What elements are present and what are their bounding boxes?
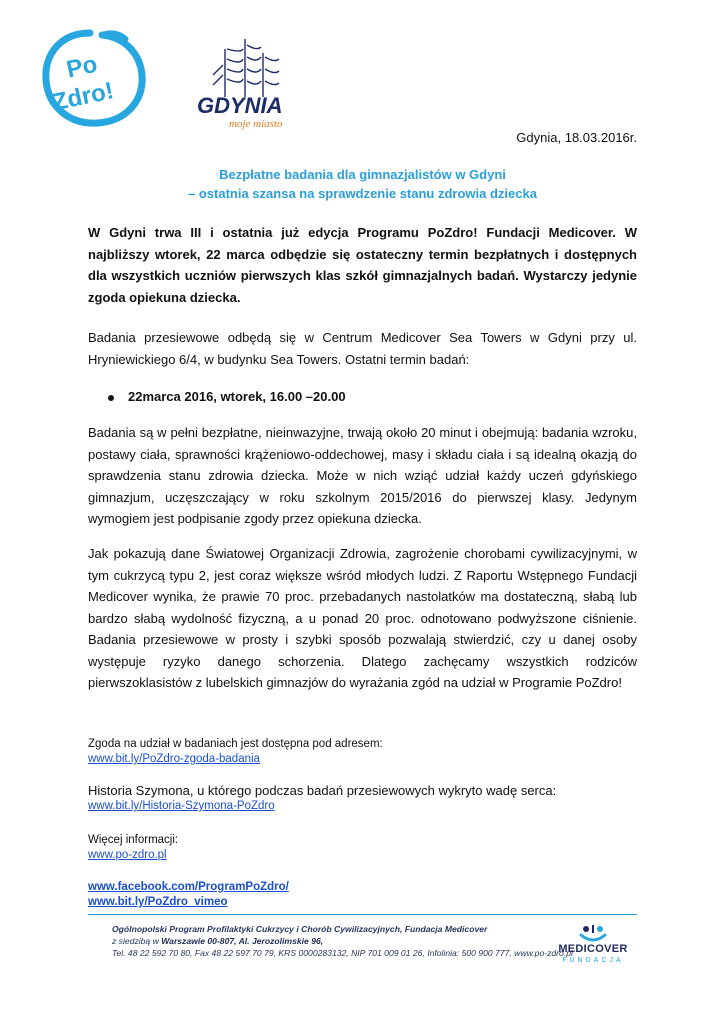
gdynia-logo-tagline: moje miasto <box>229 118 283 130</box>
document-title <box>88 165 637 203</box>
consent-label: Zgoda na udział w badaniach jest dostępna pod adresem: <box>88 738 383 750</box>
paragraph-details: Badania są w pełni bezpłatne, nieinwazyjne, trwają około 20 minut i obejmują: badania wzroku, postawy ciała, sprawności krążeniowo-oddechowej, masy i składu ciała i są idealną okazją do sprawdzenia stanu zdrowia dziecka. Może w nich wziąć udział każdy uczeń gdyńskiego gimnazjum, uczęszczający w roku szkolnym 2015/2016 do pierwszej klasy. Jedynym wymogiem jest podpisanie zgody przez opiekuna dziecka. <box>88 425 637 526</box>
title-line-1: Bezpłatne badania dla gimnazjalistów w Gdyni <box>219 167 506 182</box>
gdynia-logo-text: GDYNIA <box>197 93 283 118</box>
pozdro-logo-text-zdro: Zdro! <box>50 77 117 117</box>
consent-link[interactable]: www.bit.ly/PoZdro-zgoda-badania <box>88 753 260 765</box>
footer-divider <box>88 914 637 915</box>
pozdro-logo-text-po: Po <box>64 50 100 84</box>
document-date: Gdynia, 18.03.2016r. <box>516 130 637 145</box>
footer-line-3: Tel. 48 22 592 70 80, Fax 48 22 597 70 79, KRS 0000283132, NIP 701 009 01 26, Infolinia: 500 900 777, www.po-zdro.pl <box>112 948 573 958</box>
paragraph-who-data: Jak pokazują dane Światowej Organizacji Zdrowia, zagrożenie chorobami cywilizacyjnymi, w tym cukrzycą typu 2, jest coraz większe wśród młodych ludzi. Z Raportu Wstępnego Fundacji Medicover wynika, że prawie 70 proc. przebadanych nastolatków ma dostateczną, słabą lub bardzo słabą wydolność fizyczną, a u ponad 20 proc. odnotowano podwyższone ciśnienie. Badania przesiewowe w prosty i szybki sposób pozwalają stwierdzić, czy u danej osoby występuje ryzyko danego schorzenia. Dlatego zachęcamy wszystkich rodziców pierwszoklasistów z lubelskich gimnazjów do wyrażania zgód na udział w Programie PoZdro! <box>88 546 637 690</box>
gdynia-logo <box>175 35 305 130</box>
bullet-date-item <box>108 389 346 404</box>
facebook-link[interactable]: www.facebook.com/ProgramPoZdro/ <box>88 881 289 893</box>
consent-block <box>88 737 383 767</box>
medicover-brand-sub: FUNDACJA <box>562 957 624 964</box>
footer-line-2 <box>112 935 573 947</box>
more-info-link[interactable]: www.po-zdro.pl <box>88 849 167 861</box>
more-info-label: Więcej informacji: <box>88 834 179 846</box>
vimeo-link[interactable]: www.bit.ly/PoZdro_vimeo <box>88 896 228 908</box>
medicover-brand: MEDICOVER <box>558 943 628 955</box>
paragraph-location: Badania przesiewowe odbędą się w Centrum Medicover Sea Towers w Gdyni przy ul. Hryniewickiego 6/4, w budynku Sea Towers. Ostatni termin badań: <box>88 330 637 367</box>
footer-line-1: Ogólnopolski Program Profilaktyki Cukrzycy i Chorób Cywilizacyjnych, Fundacja Medicover <box>112 924 488 934</box>
bullet-dot-icon <box>108 395 114 401</box>
bullet-text: 22marca 2016, wtorek, 16.00 –20.00 <box>128 389 346 404</box>
title-line-2: – ostatnia szansa na sprawdzenie stanu zdrowia dziecka <box>188 186 537 201</box>
header-logos <box>40 25 300 130</box>
story-link[interactable]: www.bit.ly/Historia-Szymona-PoZdro <box>88 800 275 812</box>
footer-text <box>112 923 573 959</box>
social-links <box>88 880 289 910</box>
more-info-block <box>88 833 178 863</box>
footer-line-2-address: Warszawie 00-807, Al. Jerozolimskie 96, <box>161 936 324 946</box>
footer-line-2-prefix: z siedzibą w <box>112 936 162 946</box>
story-block <box>88 783 556 812</box>
story-label: Historia Szymona, u którego podczas badań przesiewowych wykryto wadę serca: <box>88 783 557 798</box>
lead-paragraph: W Gdyni trwa III i ostatnia już edycja Programu PoZdro! Fundacji Medicover. W najbliższy wtorek, 22 marca odbędzie się ostateczny termin bezpłatnych i dostępnych dla wszystkich uczniów pierwszych klas szkół gimnazjalnych badań. Wystarczy jedynie zgoda opiekuna dziecka. <box>88 225 637 305</box>
medicover-logo <box>553 921 633 971</box>
